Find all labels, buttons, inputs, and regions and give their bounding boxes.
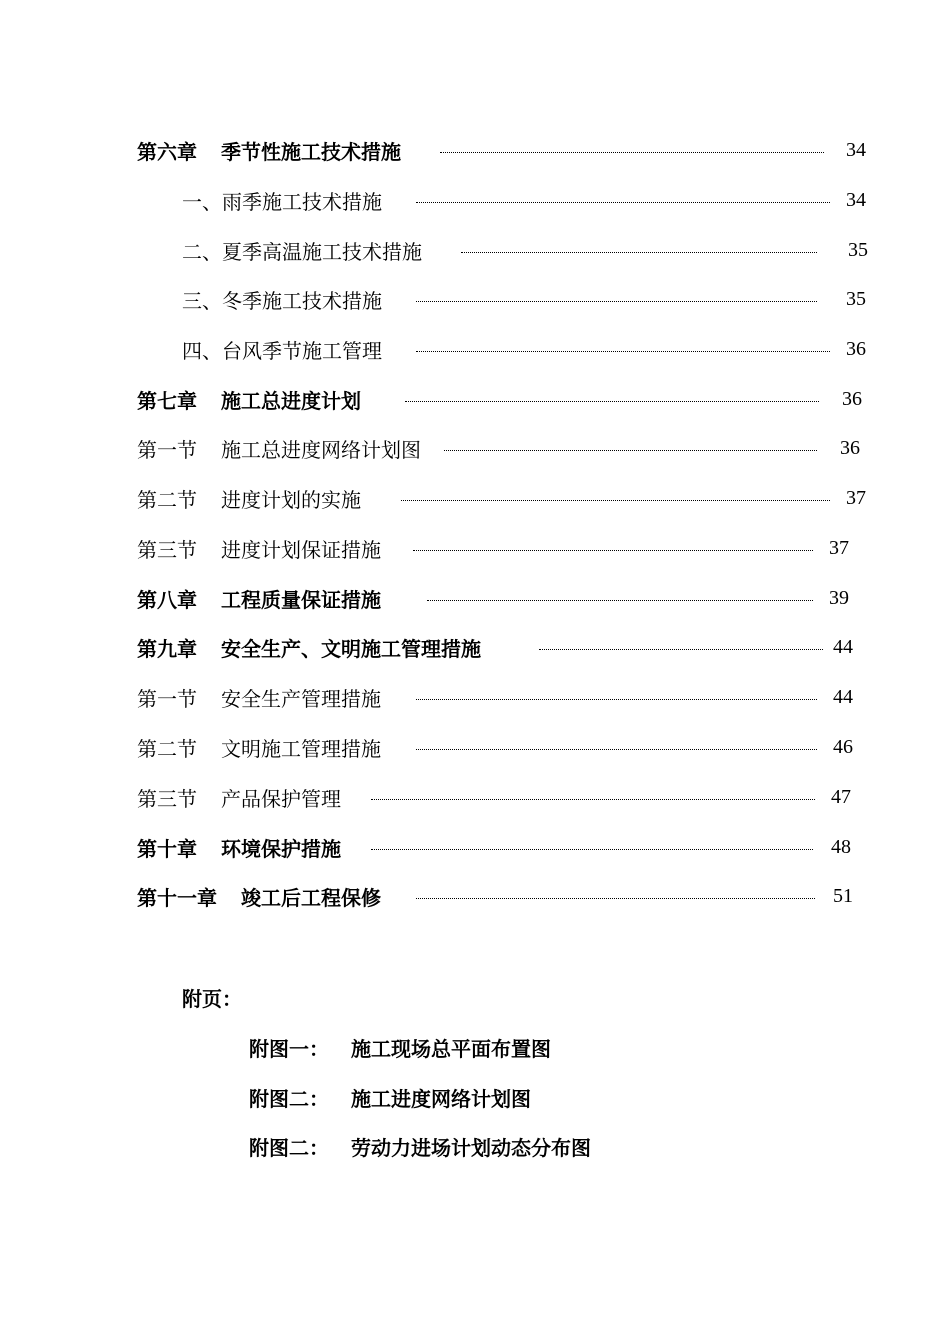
toc-item-6-1 bbox=[182, 185, 382, 215]
dot-leader bbox=[461, 252, 817, 253]
toc-chapter-8 bbox=[137, 583, 381, 613]
chapter-number: 第六章 bbox=[137, 139, 197, 164]
section-number: 第一节 bbox=[137, 686, 197, 711]
dot-leader bbox=[416, 301, 817, 302]
toc-section-7-2 bbox=[137, 483, 361, 513]
page-number: 47 bbox=[831, 786, 851, 808]
appendix-item-label: 附图二： bbox=[249, 1087, 329, 1111]
dot-leader bbox=[371, 799, 815, 800]
section-title: 进度计划的实施 bbox=[221, 487, 361, 512]
appendix-item-title: 施工现场总平面布置图 bbox=[351, 1037, 551, 1061]
section-title: 进度计划保证措施 bbox=[221, 537, 381, 562]
chapter-title: 环境保护措施 bbox=[221, 836, 341, 861]
toc-item-6-3 bbox=[182, 284, 382, 314]
chapter-number: 第十章 bbox=[137, 836, 197, 861]
section-number: 第二节 bbox=[137, 736, 197, 761]
chapter-title: 竣工后工程保修 bbox=[241, 885, 381, 910]
dot-leader bbox=[444, 450, 817, 451]
page-number: 34 bbox=[846, 139, 866, 161]
page-number: 34 bbox=[846, 189, 866, 211]
toc-item-6-2 bbox=[182, 235, 422, 265]
chapter-title: 安全生产、文明施工管理措施 bbox=[221, 636, 481, 661]
appendix-item bbox=[249, 1132, 591, 1161]
item-title: 二、夏季高温施工技术措施 bbox=[182, 239, 422, 264]
chapter-title: 季节性施工技术措施 bbox=[221, 139, 401, 164]
dot-leader bbox=[405, 401, 819, 402]
appendix-item bbox=[249, 1083, 531, 1112]
toc-section-9-2 bbox=[137, 732, 381, 762]
chapter-number: 第八章 bbox=[137, 587, 197, 612]
page-number: 48 bbox=[831, 836, 851, 858]
section-title: 产品保护管理 bbox=[221, 786, 341, 811]
dot-leader bbox=[416, 749, 817, 750]
chapter-number: 第十一章 bbox=[137, 885, 217, 910]
section-title: 安全生产管理措施 bbox=[221, 686, 381, 711]
dot-leader bbox=[427, 600, 813, 601]
section-number: 第一节 bbox=[137, 437, 197, 462]
dot-leader bbox=[440, 152, 824, 153]
toc-chapter-6 bbox=[137, 135, 401, 165]
item-title: 三、冬季施工技术措施 bbox=[182, 288, 382, 313]
toc-section-9-3 bbox=[137, 782, 341, 812]
section-number: 第三节 bbox=[137, 537, 197, 562]
appendix-item-title: 施工进度网络计划图 bbox=[351, 1087, 531, 1111]
dot-leader bbox=[401, 500, 830, 501]
appendix-item-label: 附图二： bbox=[249, 1136, 329, 1160]
toc-chapter-10 bbox=[137, 832, 341, 862]
chapter-number: 第九章 bbox=[137, 636, 197, 661]
page-number: 36 bbox=[842, 388, 862, 410]
page-number: 51 bbox=[833, 885, 853, 907]
page-number: 35 bbox=[848, 239, 868, 261]
appendix-heading: 附页： bbox=[182, 987, 242, 1011]
dot-leader bbox=[539, 649, 823, 650]
dot-leader bbox=[416, 898, 815, 899]
chapter-number: 第七章 bbox=[137, 388, 197, 413]
section-title: 施工总进度网络计划图 bbox=[221, 437, 421, 462]
chapter-title: 工程质量保证措施 bbox=[221, 587, 381, 612]
page-number: 37 bbox=[846, 487, 866, 509]
page-number: 35 bbox=[846, 288, 866, 310]
item-title: 四、台风季节施工管理 bbox=[182, 338, 382, 363]
page-number: 36 bbox=[846, 338, 866, 360]
dot-leader bbox=[413, 550, 813, 551]
toc-chapter-9 bbox=[137, 632, 481, 662]
page-number: 46 bbox=[833, 736, 853, 758]
page-number: 44 bbox=[833, 636, 853, 658]
toc-chapter-7 bbox=[137, 384, 361, 414]
page-number: 37 bbox=[829, 537, 849, 559]
toc-section-7-3 bbox=[137, 533, 381, 563]
section-title: 文明施工管理措施 bbox=[221, 736, 381, 761]
dot-leader bbox=[416, 351, 830, 352]
page-number: 39 bbox=[829, 587, 849, 609]
dot-leader bbox=[371, 849, 813, 850]
toc-section-7-1 bbox=[137, 433, 421, 463]
appendix-item-label: 附图一： bbox=[249, 1037, 329, 1061]
section-number: 第三节 bbox=[137, 786, 197, 811]
item-title: 一、雨季施工技术措施 bbox=[182, 189, 382, 214]
appendix-item bbox=[249, 1033, 551, 1062]
dot-leader bbox=[416, 699, 817, 700]
chapter-title: 施工总进度计划 bbox=[221, 388, 361, 413]
dot-leader bbox=[416, 202, 830, 203]
page-number: 44 bbox=[833, 686, 853, 708]
appendix-item-title: 劳动力进场计划动态分布图 bbox=[351, 1136, 591, 1160]
toc-chapter-11 bbox=[137, 881, 381, 911]
page-number: 36 bbox=[840, 437, 860, 459]
toc-section-9-1 bbox=[137, 682, 381, 712]
toc-item-6-4 bbox=[182, 334, 382, 364]
section-number: 第二节 bbox=[137, 487, 197, 512]
